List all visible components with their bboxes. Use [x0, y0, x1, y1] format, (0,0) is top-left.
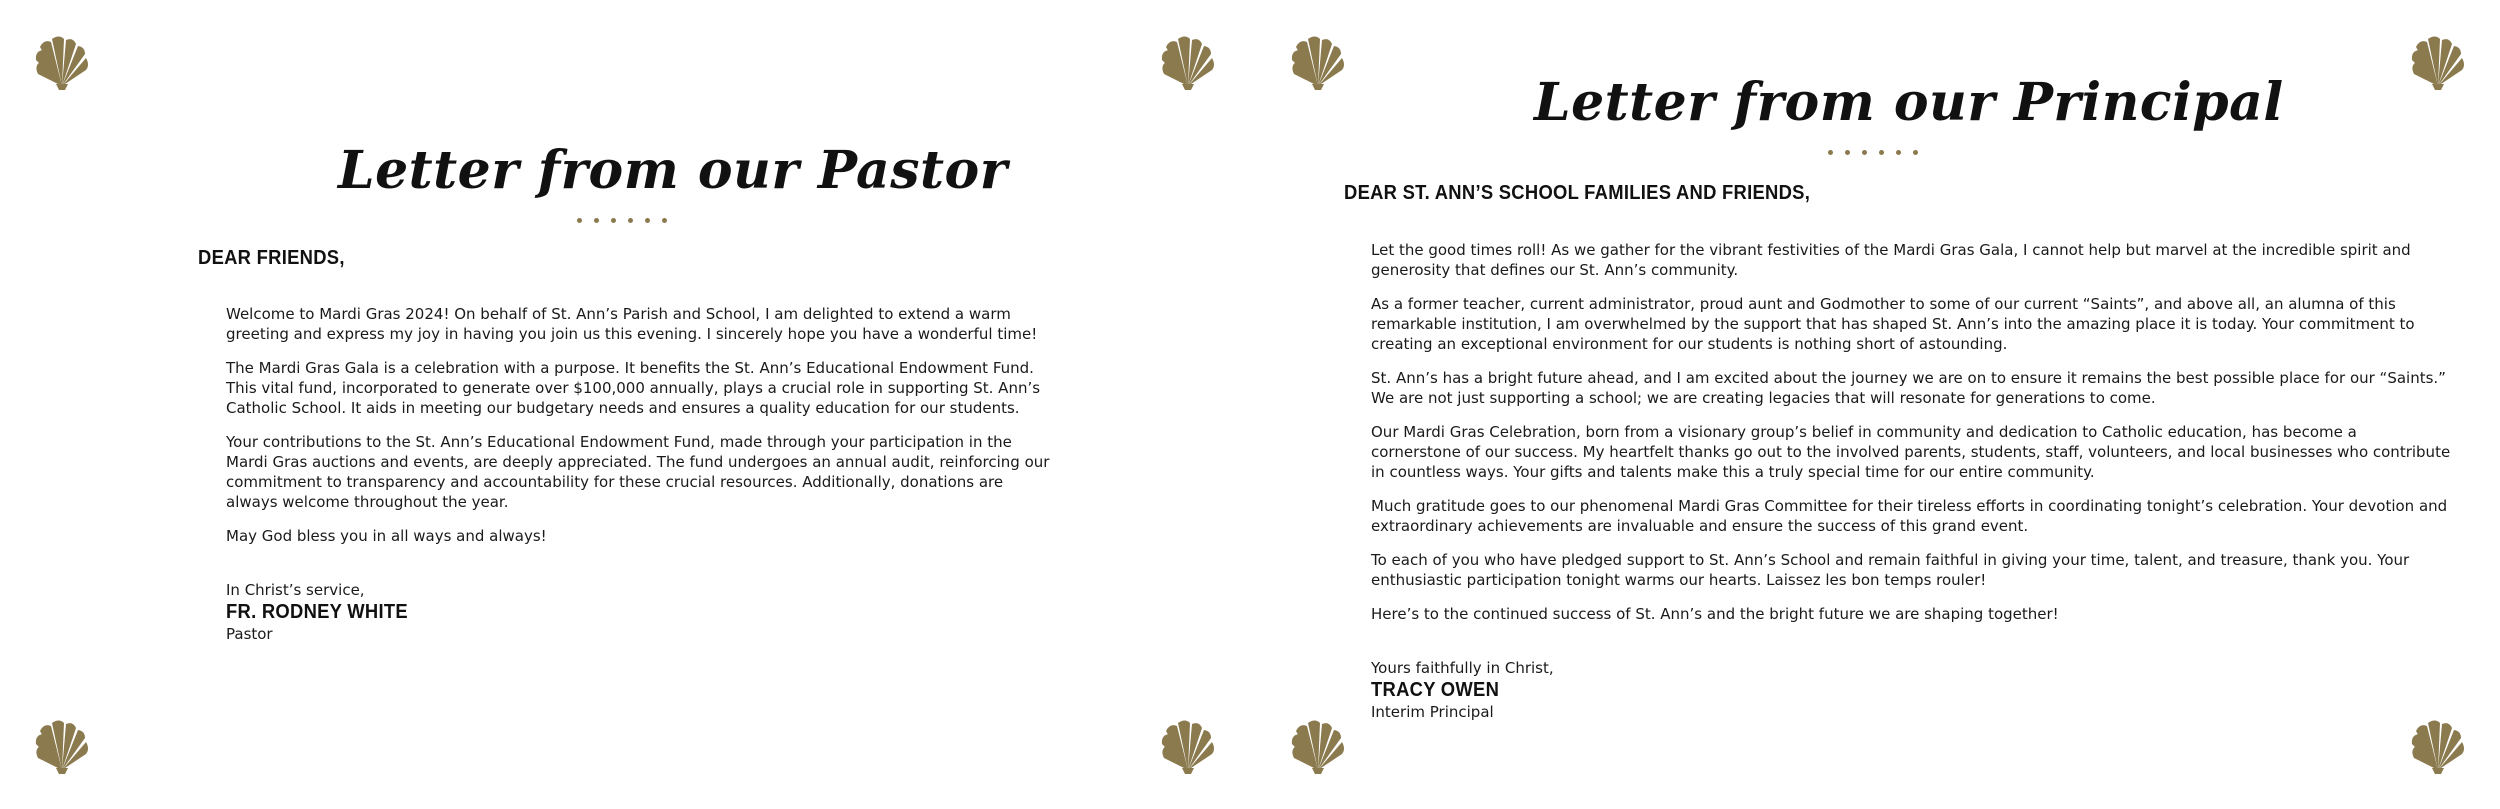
letter-paragraph: Let the good times roll! As we gather for the vibrant festivities of the Mardi Gras Gala, I cannot help but marvel at the incredible spirit and generosity that defines our St. Ann’s community. [1371, 241, 2411, 279]
dot-divider [577, 218, 667, 223]
letter-paragraph: Our Mardi Gras Celebration, born from a visionary group’s belief in community and dedication to Catholic education, has become a cornerstone of our success. My heartfelt thanks go out to the involved parents, students, staff, volunteers, and local businesses who contribute in countless ways. Your gifts and talents make this a truly special time for our entire community. [1371, 423, 2451, 481]
shell-fan-icon [2408, 718, 2468, 778]
principal-letter-page [1250, 0, 2500, 809]
signer-role: Interim Principal [1371, 703, 1494, 721]
letter-paragraph: Much gratitude goes to our phenomenal Mardi Gras Committee for their tireless efforts in coordinating tonight’s celebration. Your devotion and extraordinary achievements are invaluable and ensure the success of this grand event. [1371, 497, 2448, 535]
page-title: Letter from our Principal [1534, 72, 2284, 133]
letter-paragraph: St. Ann’s has a bright future ahead, and I am excited about the journey we are on to ensure it remains the best possible place for our “Saints.” We are not just supporting a school; we are creating legacies that will resonate for generations to come. [1371, 369, 2446, 407]
letter-paragraph: The Mardi Gras Gala is a celebration with a purpose. It benefits the St. Ann’s Educational Endowment Fund. This vital fund, incorporated to generate over $100,000 annually, plays a crucial role in supporting St. Ann’s Catholic School. It aids in meeting our budgetary needs and ensures a quality education for our students. [226, 359, 1041, 417]
closing-phrase: In Christ’s service, [226, 581, 365, 599]
letter-body [1371, 240, 2451, 722]
signer-role: Pastor [226, 625, 273, 643]
letter-paragraph: As a former teacher, current administrator, proud aunt and Godmother to some of our current “Saints”, and above all, an alumna of this remarkable institution, I am overwhelmed by the support that has shaped St. Ann’s into the amazing place it is today. Your commitment to creating an exceptional environment for our students is nothing short of astounding. [1371, 295, 2415, 353]
letter-paragraph: To each of you who have pledged support to St. Ann’s School and remain faithful in giving your time, talent, and treasure, thank you. Your enthusiastic participation tonight warms our hearts. Laissez les bon temps rouler! [1371, 551, 2410, 589]
letter-closing [226, 580, 1056, 644]
salutation: DEAR ST. ANN’S SCHOOL FAMILIES AND FRIENDS, [1344, 182, 1811, 204]
letter-paragraph: May God bless you in all ways and always! [226, 527, 547, 545]
closing-phrase: Yours faithfully in Christ, [1371, 659, 1554, 677]
shell-fan-icon [1158, 34, 1218, 94]
letter-paragraph: Welcome to Mardi Gras 2024! On behalf of St. Ann’s Parish and School, I am delighted to extend a warm greeting and express my joy in having you join us this evening. I sincerely hope you have a wonderful time! [226, 305, 1038, 343]
signer-name: FR. RODNEY WHITE [226, 601, 408, 623]
dot-divider [1828, 150, 1918, 155]
shell-fan-icon [1288, 34, 1348, 94]
shell-fan-icon [1158, 718, 1218, 778]
shell-fan-icon [1288, 718, 1348, 778]
shell-fan-icon [2408, 34, 2468, 94]
shell-fan-icon [32, 718, 92, 778]
salutation: DEAR FRIENDS, [198, 247, 345, 269]
letter-body [226, 304, 1056, 644]
page-title: Letter from our Pastor [338, 140, 1008, 201]
letter-paragraph: Here’s to the continued success of St. Ann’s and the bright future we are shaping together! [1371, 605, 2059, 623]
signer-name: TRACY OWEN [1371, 679, 1500, 701]
shell-fan-icon [32, 34, 92, 94]
letter-paragraph: Your contributions to the St. Ann’s Educational Endowment Fund, made through your participation in the Mardi Gras auctions and events, are deeply appreciated. The fund undergoes an annual audit, reinforcing our commitment to transparency and accountability for these crucial resources. Additionally, donations are always welcome throughout the year. [226, 433, 1050, 511]
letter-closing [1371, 658, 2451, 722]
